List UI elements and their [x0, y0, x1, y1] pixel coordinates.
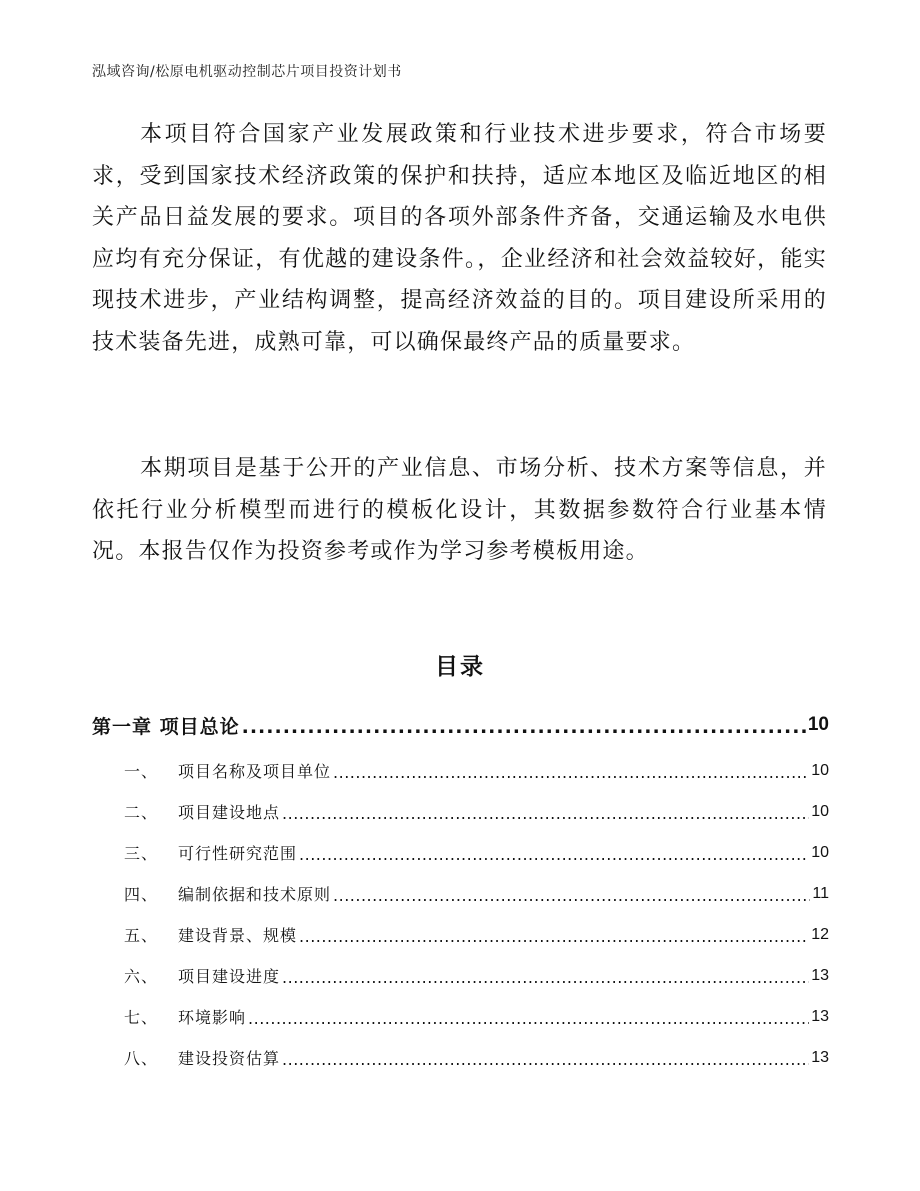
toc-leader [299, 927, 809, 943]
toc-section-label: 编制依据和技术原则 [178, 885, 332, 904]
toc-leader [333, 763, 809, 779]
toc-page-number: 10 [811, 843, 829, 861]
body-paragraph-1: 本项目符合国家产业发展政策和行业技术进步要求，符合市场要求，受到国家技术经济政策的保护和扶持，适应本地区及临近地区的相关产品日益发展的要求。项目的各项外部条件齐备，交通运输及水电供应均有充分保证，有优越的建设条件。，企业经济和社会效益较好，能实现技术进步，产业结构调整，提高经济效益的目的。项目建设所采用的技术装备先进，成熟可靠，可以确保最终产品的质量要求。 [92, 122, 827, 355]
toc-leader [282, 1050, 809, 1066]
toc-page-number: 13 [811, 966, 829, 984]
toc-chapter-label: 第一章 项目总论 [92, 715, 240, 738]
toc-section-label: 环境影响 [178, 1008, 247, 1027]
toc-chapter-1[interactable] [92, 700, 829, 750]
toc-leader [282, 968, 809, 984]
toc-leader [299, 845, 809, 861]
toc-leader [333, 886, 810, 902]
toc-leader [248, 1009, 809, 1025]
toc-section-number: 一、 [124, 762, 159, 781]
table-of-contents [92, 700, 829, 1078]
toc-page-number: 12 [811, 925, 829, 943]
body-paragraph-2: 本期项目是基于公开的产业信息、市场分析、技术方案等信息，并依托行业分析模型而进行的模板化设计，其数据参数符合行业基本情况。本报告仅作为投资参考或作为学习参考模板用途。 [92, 456, 827, 564]
toc-section-label: 项目建设进度 [178, 967, 281, 986]
toc-section-number: 三、 [124, 844, 159, 863]
toc-section-number: 七、 [124, 1008, 159, 1027]
toc-page-number: 10 [811, 802, 829, 820]
toc-section-number: 六、 [124, 967, 159, 986]
toc-section-number: 五、 [124, 926, 159, 945]
toc-section-6[interactable] [92, 955, 829, 996]
toc-page-number: 11 [812, 884, 829, 902]
toc-section-3[interactable] [92, 832, 829, 873]
toc-section-label: 项目建设地点 [178, 803, 281, 822]
toc-section-label: 项目名称及项目单位 [178, 762, 332, 781]
toc-section-2[interactable] [92, 791, 829, 832]
toc-page-number: 13 [811, 1048, 829, 1066]
toc-section-number: 二、 [124, 803, 159, 822]
toc-section-7[interactable] [92, 996, 829, 1037]
toc-title: 目录 [435, 654, 485, 680]
toc-leader [242, 716, 806, 735]
toc-section-number: 四、 [124, 885, 159, 904]
toc-section-8[interactable] [92, 1037, 829, 1078]
toc-section-number: 八、 [124, 1049, 159, 1068]
toc-section-label: 建设背景、规模 [178, 926, 298, 945]
toc-section-4[interactable] [92, 873, 829, 914]
toc-page-number: 10 [811, 761, 829, 779]
toc-section-5[interactable] [92, 914, 829, 955]
toc-leader [282, 804, 809, 820]
toc-page-number: 10 [807, 714, 829, 735]
running-header: 泓域咨询/松原电机驱动控制芯片项目投资计划书 [92, 64, 402, 80]
toc-section-label: 可行性研究范围 [178, 844, 298, 863]
toc-page-number: 13 [811, 1007, 829, 1025]
toc-section-label: 建设投资估算 [178, 1049, 281, 1068]
toc-section-1[interactable] [92, 750, 829, 791]
